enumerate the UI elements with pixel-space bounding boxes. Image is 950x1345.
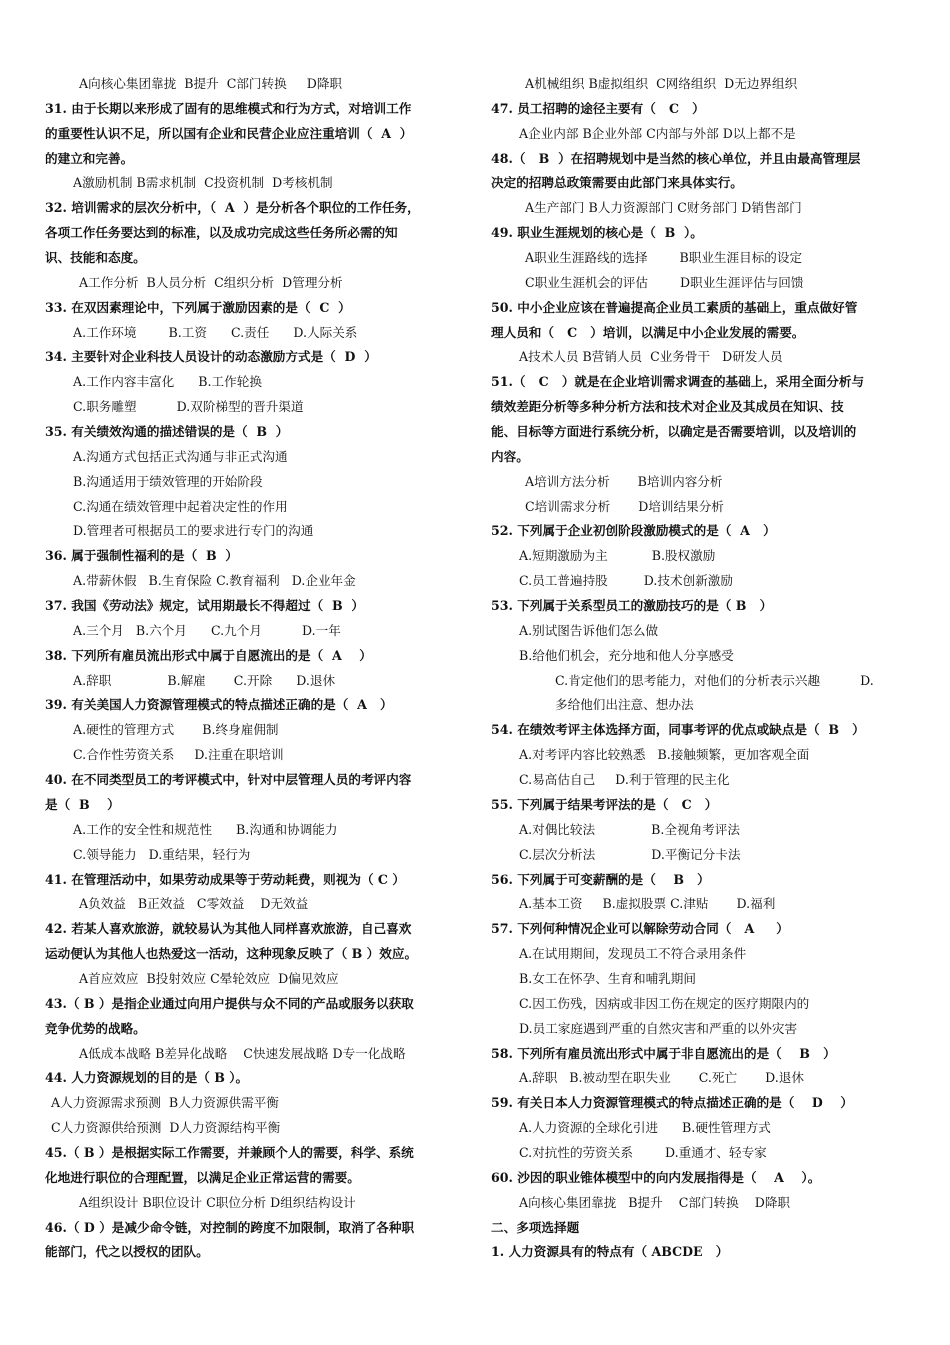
text-line: 42. 若某人喜欢旅游，就较易认为其他人同样喜欢旅游，自己喜欢 — [45, 921, 412, 937]
text-line: 33. 在双因素理论中，下列属于激励因素的是（ C ） — [45, 299, 351, 315]
text-line: 31. 由于长期以来形成了固有的思维模式和行为方式，对培训工作 — [45, 100, 412, 116]
text-line: C.层次分析法 D.平衡记分卡法 — [519, 846, 741, 862]
text-line: A.对考评内容比较熟悉 B.接触频繁，更加客观全面 — [519, 747, 810, 763]
text-line: 49. 职业生涯规划的核心是（ B ）。 — [491, 225, 703, 241]
text-line: C.领导能力 D.重结果，轻行为 — [73, 846, 251, 862]
text-line: D.员工家庭遇到严重的自然灾害和严重的以外灾害 — [519, 1020, 798, 1036]
text-line: B.给他们机会，充分地和他人分享感受 — [519, 647, 734, 663]
text-line: 48.（ B ）在招聘规划中是当然的核心单位，并且由最高管理层 — [491, 150, 861, 166]
text-line: D.管理者可根据员工的要求进行专门的沟通 — [73, 523, 314, 539]
text-line: A向核心集团靠拢 B提升 C部门转换 D降职 — [79, 76, 343, 91]
text-line: B.女工在怀孕、生育和哺乳期间 — [519, 970, 696, 986]
text-line: 能部门，代之以授权的团队。 — [45, 1244, 209, 1260]
text-line: 理人员和（ C ）培训，以满足中小企业发展的需要。 — [491, 324, 805, 340]
text-line: 决定的招聘总政策需要由此部门来具体实行。 — [491, 175, 743, 191]
text-line: C.肯定他们的思考能力，对他们的分析表示兴趣 D. — [555, 672, 874, 688]
text-line: 35. 有关绩效沟通的描述错误的是（ B ） — [45, 424, 289, 440]
text-line: 43.（ B ）是指企业通过向用户提供与众不同的产品或服务以获取 — [45, 995, 414, 1011]
text-line: A.短期激励为主 B.股权激励 — [519, 548, 716, 564]
text-line: A.人力资源的全球化引进 B.硬性管理方式 — [519, 1120, 771, 1136]
text-line: A.基本工资 B.虚拟股票 C.津贴 D.福利 — [519, 896, 776, 912]
text-line: 57. 下列何种情况企业可以解除劳动合同（ A ） — [491, 921, 789, 937]
text-line: 46.（ D ）是减少命令链，对控制的跨度不加限制，取消了各种职 — [45, 1219, 415, 1235]
text-line: 32. 培训需求的层次分析中，（ A ）是分析各个职位的工作任务， — [45, 200, 420, 216]
text-line: 竞争优势的战略。 — [45, 1020, 146, 1036]
text-line: A.工作环境 B.工资 C.责任 D.人际关系 — [73, 324, 358, 340]
text-line: A.别试图告诉他们怎么做 — [519, 622, 659, 638]
text-line: C.沟通在绩效管理中起着决定性的作用 — [73, 498, 288, 514]
text-line: 50. 中小企业应该在普遍提高企业员工素质的基础上，重点做好管 — [491, 299, 858, 315]
text-line: 53. 下列属于关系型员工的激励技巧的是（ B ） — [491, 598, 773, 614]
text-line: A.带薪休假 B.生育保险 C.教育福利 D.企业年金 — [73, 573, 356, 589]
text-line: B.沟通适用于绩效管理的开始阶段 — [73, 473, 263, 489]
text-line: 54. 在绩效考评主体选择方面，同事考评的优点或缺点是（ B ） — [491, 722, 865, 738]
text-line: 39. 有关美国人力资源管理模式的特点描述正确的是（ A ） — [45, 697, 393, 713]
text-line: 60. 沙因的职业锥体模型中的向内发展指得是（ A ）。 — [491, 1169, 821, 1185]
text-line: 的建立和完善。 — [45, 150, 134, 166]
text-line: C.因工伤残，因病或非因工伤在规定的医疗期限内的 — [519, 995, 810, 1011]
text-line: C职业生涯机会的评估 D职业生涯评估与回馈 — [525, 274, 804, 290]
text-line: 内容。 — [491, 448, 529, 464]
text-line: C人力资源供给预测 D人力资源结构平衡 — [51, 1120, 281, 1136]
text-line: 56. 下列属于可变薪酬的是（ B ） — [491, 871, 710, 887]
text-line: A组织设计 B职位设计 C职位分析 D组织结构设计 — [79, 1194, 356, 1210]
text-line: A.辞职 B.解雇 C.开除 D.退休 — [73, 672, 336, 688]
text-line: A生产部门 B人力资源部门 C财务部门 D销售部门 — [525, 200, 802, 216]
text-line: A.硬性的管理方式 B.终身雇佣制 — [73, 722, 279, 738]
text-line: C.职务雕塑 D.双阶梯型的晋升渠道 — [73, 399, 304, 415]
text-line: 多给他们出注意、想办法 — [555, 697, 694, 713]
text-line: 二、多项选择题 — [491, 1219, 580, 1235]
text-line: A.在试用期间，发现员工不符合录用条件 — [519, 946, 747, 962]
text-line: C培训需求分析 D培训结果分析 — [525, 498, 724, 514]
text-line: 能、目标等方面进行系统分析，以确定是否需要培训，以及培训的 — [491, 424, 857, 440]
text-line: A.工作内容丰富化 B.工作轮换 — [73, 374, 262, 390]
text-line: A.辞职 B.被动型在职失业 C.死亡 D.退休 — [519, 1070, 804, 1086]
text-line: A向核心集团靠拢 B提升 C部门转换 D降职 — [519, 1194, 791, 1210]
text-line: 识、技能和态度。 — [45, 250, 146, 266]
left-column — [45, 72, 465, 1265]
text-line: A负效益 B正效益 C零效益 D无效益 — [79, 896, 309, 912]
text-line: A机械组织 B虚拟组织 C网络组织 D无边界组织 — [525, 76, 798, 91]
text-line: C.员工普遍持股 D.技术创新激励 — [519, 573, 733, 589]
text-line: A.沟通方式包括正式沟通与非正式沟通 — [73, 448, 288, 464]
text-line: 各项工作任务要达到的标准，以及成功完成这些任务所必需的知 — [45, 225, 398, 241]
text-line: A培训方法分析 B培训内容分析 — [525, 473, 723, 489]
text-line: 绩效差距分析等多种分析方法和技术对企业及其成员在知识、技 — [491, 399, 844, 415]
text-line: A.对偶比较法 B.全视角考评法 — [519, 821, 740, 837]
text-line: A工作分析 B人员分析 C组织分析 D管理分析 — [79, 274, 343, 290]
text-line: A首应效应 B投射效应 C晕轮效应 D偏见效应 — [79, 970, 339, 986]
right-column — [491, 72, 909, 1265]
text-line: 化地进行职位的合理配置，以满足企业正常运营的需要。 — [45, 1169, 360, 1185]
text-line: 34. 主要针对企业科技人员设计的动态激励方式是（ D ） — [45, 349, 377, 365]
text-line: C.合作性劳资关系 D.注重在职培训 — [73, 747, 284, 763]
text-line: A激励机制 B需求机制 C投资机制 D考核机制 — [73, 175, 333, 191]
text-line: 是（ B ） — [45, 796, 120, 812]
text-line: 51.（ C ）就是在企业培训需求调查的基础上，采用全面分析与 — [491, 374, 865, 390]
text-line: 44. 人力资源规划的目的是（ B ）。 — [45, 1070, 249, 1086]
text-line: 36. 属于强制性福利的是（ B ） — [45, 548, 239, 564]
text-line: A.工作的安全性和规范性 B.沟通和协调能力 — [73, 821, 338, 837]
text-line: C.对抗性的劳资关系 D.重通才、轻专家 — [519, 1144, 767, 1160]
text-line: 38. 下列所有雇员流出形式中属于自愿流出的是（ A ） — [45, 647, 372, 663]
text-line: 55. 下列属于结果考评法的是（ C ） — [491, 796, 718, 812]
text-line: 59. 有关日本人力资源管理模式的特点描述正确的是（ D ） — [491, 1095, 853, 1111]
text-line: 41. 在管理活动中，如果劳动成果等于劳动耗费，则视为（ C ） — [45, 871, 405, 887]
text-line: 1. 人力资源具有的特点有（ ABCDE ） — [491, 1244, 729, 1260]
text-line: A.三个月 B.六个月 C.九个月 D.一年 — [73, 622, 341, 638]
text-line: A职业生涯路线的选择 B职业生涯目标的设定 — [525, 250, 803, 266]
text-line: A技术人员 B营销人员 C业务骨干 D研发人员 — [519, 349, 783, 365]
text-line: 45.（ B ）是根据实际工作需要，并兼顾个人的需要，科学、系统 — [45, 1144, 414, 1160]
text-line: C.易高估自己 D.利于管理的民主化 — [519, 772, 730, 788]
text-line: 运动便认为其他人也热爱这一活动，这种现象反映了（ B ）效应。 — [45, 946, 418, 962]
text-line: A低成本战略 B差异化战略 C快速发展战略 D专一化战略 — [79, 1045, 406, 1061]
text-line: 37. 我国《劳动法》规定，试用期最长不得超过（ B ） — [45, 598, 364, 614]
text-line: 58. 下列所有雇员流出形式中属于非自愿流出的是（ B ） — [491, 1045, 836, 1061]
text-line: A企业内部 B企业外部 C内部与外部 D以上都不是 — [519, 125, 796, 141]
text-line: 52. 下列属于企业初创阶段激励模式的是（ A ） — [491, 523, 776, 539]
text-line: 的重要性认识不足，所以国有企业和民营企业应注重培训（ A ） — [45, 125, 413, 141]
text-line: A人力资源需求预测 B人力资源供需平衡 — [51, 1095, 279, 1111]
text-line: 47. 员工招聘的途径主要有（ C ） — [491, 100, 705, 116]
text-line: 40. 在不同类型员工的考评模式中，针对中层管理人员的考评内容 — [45, 772, 412, 788]
